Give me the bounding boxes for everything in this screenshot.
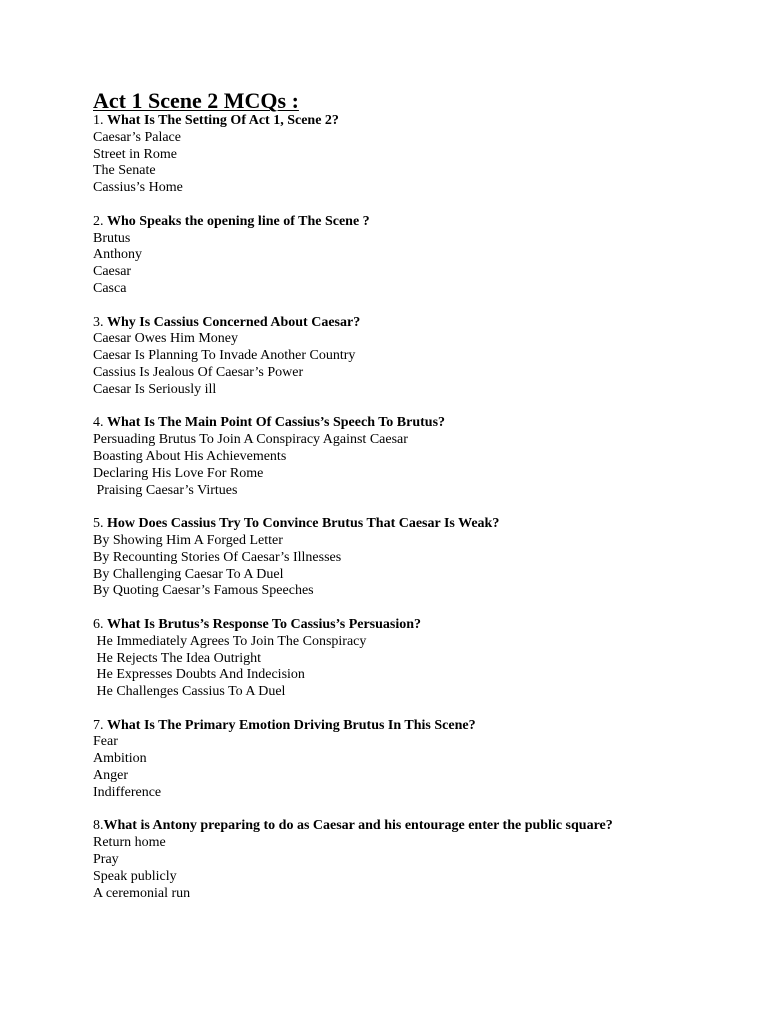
question-line: [93, 214, 733, 231]
answer-option: Casca: [93, 280, 127, 296]
question-line: [93, 818, 733, 835]
answer-option: He Rejects The Idea Outright: [93, 650, 262, 666]
answer-option: Caesar Is Planning To Invade Another Country: [93, 348, 356, 364]
question-block: [93, 617, 733, 701]
answer-option: The Senate: [93, 163, 156, 179]
question-number: 2.: [93, 213, 107, 229]
question-number: 6.: [93, 616, 107, 632]
question-number: 8.: [93, 818, 104, 834]
question-text: How Does Cassius Try To Convince Brutus That Caesar Is Weak?: [107, 516, 500, 532]
question-line: [93, 113, 733, 130]
answer-option: Declaring His Love For Rome: [93, 465, 264, 481]
answer-option: By Recounting Stories Of Caesar’s Illnesses: [93, 549, 342, 565]
question-text: What is Antony preparing to do as Caesar and his entourage enter the public square?: [103, 818, 613, 834]
answer-option: By Quoting Caesar’s Famous Speeches: [93, 583, 314, 599]
answer-option: He Challenges Cassius To A Duel: [93, 684, 286, 700]
question-block: [93, 315, 733, 399]
answer-option: Cassius Is Jealous Of Caesar’s Power: [93, 364, 304, 380]
answer-option: Pray: [93, 852, 119, 868]
answer-option: Praising Caesar’s Virtues: [93, 482, 238, 498]
question-block: [93, 214, 733, 298]
question-line: [93, 617, 733, 634]
answer-option: By Showing Him A Forged Letter: [93, 532, 283, 548]
answer-option: Indifference: [93, 784, 162, 800]
answer-option: A ceremonial run: [93, 885, 191, 901]
question-number: 3.: [93, 314, 107, 330]
question-block: [93, 415, 733, 499]
document-title: Act 1 Scene 2 MCQs :: [93, 88, 299, 113]
question-block: [93, 818, 733, 902]
answer-option: Anthony: [93, 247, 142, 263]
question-block: [93, 113, 733, 197]
answer-option: Street in Rome: [93, 146, 177, 162]
question-line: [93, 516, 733, 533]
question-text: Who Speaks the opening line of The Scene ?: [107, 213, 370, 229]
question-line: [93, 315, 733, 332]
answer-option: Boasting About His Achievements: [93, 448, 287, 464]
answer-option: Persuading Brutus To Join A Conspiracy Against Caesar: [93, 432, 408, 448]
answer-option: Caesar Is Seriously ill: [93, 381, 217, 397]
answer-option: By Challenging Caesar To A Duel: [93, 566, 284, 582]
question-number: 4.: [93, 415, 107, 431]
question-text: What Is The Setting Of Act 1, Scene 2?: [107, 113, 339, 128]
answer-option: Speak publicly: [93, 868, 177, 884]
answer-option: Caesar’s Palace: [93, 129, 181, 145]
question-number: 5.: [93, 516, 107, 532]
answer-option: Anger: [93, 768, 128, 784]
question-block: [93, 718, 733, 802]
question-line: [93, 415, 733, 432]
question-text: What Is The Main Point Of Cassius’s Speech To Brutus?: [107, 415, 446, 431]
question-text: What Is Brutus’s Response To Cassius’s Persuasion?: [107, 616, 422, 632]
answer-option: Ambition: [93, 751, 147, 767]
document-content: [93, 89, 733, 902]
answer-option: He Expresses Doubts And Indecision: [93, 667, 305, 683]
question-text: Why Is Cassius Concerned About Caesar?: [107, 314, 361, 330]
question-text: What Is The Primary Emotion Driving Brutus In This Scene?: [107, 717, 476, 733]
question-list: [93, 113, 733, 902]
answer-option: Return home: [93, 835, 166, 851]
answer-option: Caesar Owes Him Money: [93, 331, 239, 347]
answer-option: Caesar: [93, 264, 132, 280]
answer-option: He Immediately Agrees To Join The Conspiracy: [93, 633, 367, 649]
question-line: [93, 718, 733, 735]
question-block: [93, 516, 733, 600]
question-number: 1.: [93, 113, 107, 128]
answer-option: Cassius’s Home: [93, 180, 183, 196]
answer-option: Fear: [93, 734, 118, 750]
answer-option: Brutus: [93, 230, 131, 246]
question-number: 7.: [93, 717, 107, 733]
